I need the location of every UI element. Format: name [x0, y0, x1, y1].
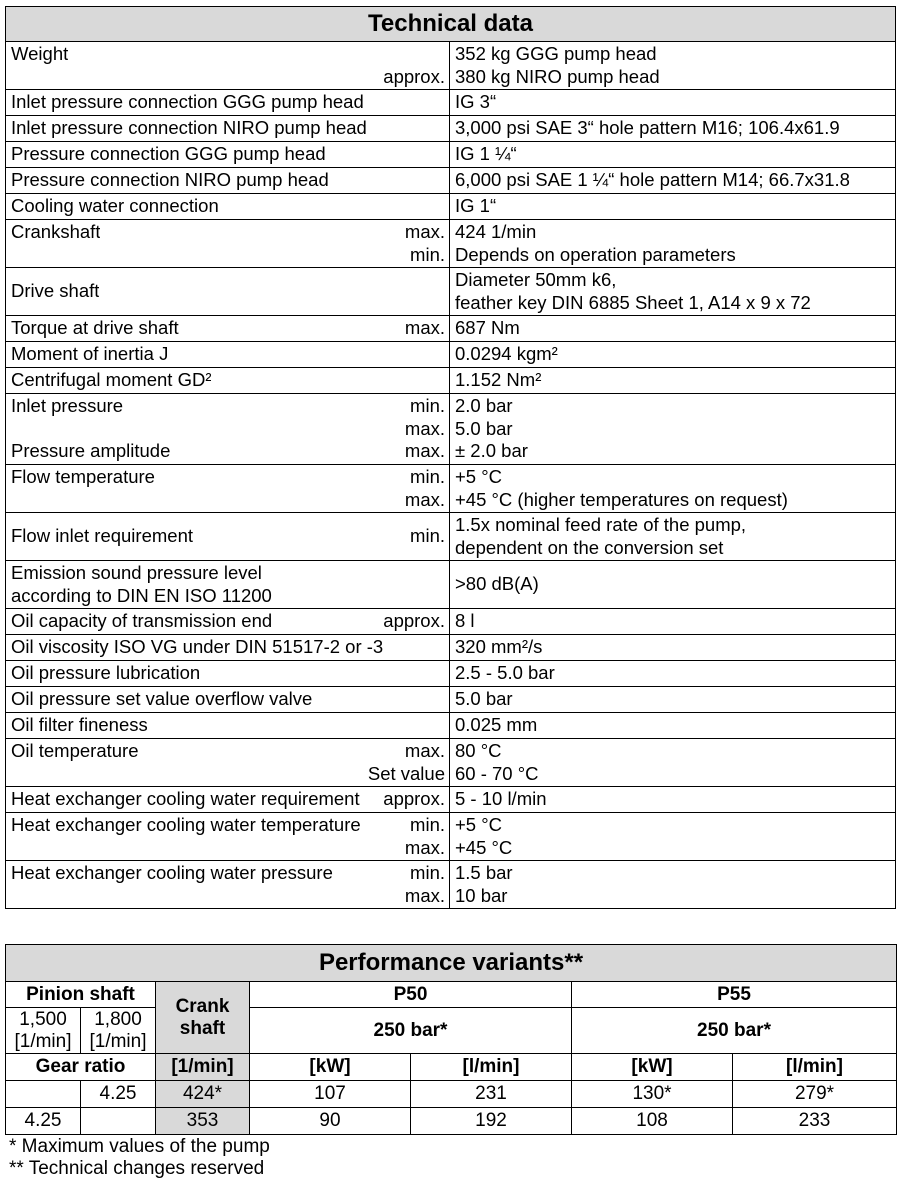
crank-shaft-line2: shaft: [179, 1017, 226, 1039]
tech-row-qualifier: min.: [410, 814, 445, 835]
gear-ratio-1500: [6, 1081, 81, 1108]
tech-row-value: dependent on the conversion set: [455, 536, 724, 558]
p55-header: P55: [572, 982, 897, 1008]
tech-row-value-cell: [450, 268, 896, 316]
tech-row-label: Oil pressure set value overflow valve: [11, 688, 313, 710]
rpm-1800-value: 1,800: [94, 1008, 142, 1030]
tech-row-label: Pressure connection NIRO pump head: [11, 169, 329, 191]
tech-row-label-cell: [6, 142, 450, 168]
tech-row-value: 10 bar: [455, 884, 508, 906]
tech-row-value-cell: [450, 168, 896, 194]
tech-row-value-cell: [450, 394, 896, 465]
tech-row-label-cell: [6, 368, 450, 394]
tech-row-qualifier: approx.: [383, 788, 445, 810]
tech-row-qualifier: max.: [404, 740, 445, 761]
p55-lmin: 279*: [733, 1081, 897, 1108]
tech-row-value: IG 3“: [455, 91, 497, 113]
p50-lmin-header: [l/min]: [411, 1054, 572, 1081]
tech-row-label: Weight: [11, 43, 69, 64]
tech-row-qualifier: min.: [410, 243, 445, 265]
tech-row-value: 80 °C: [455, 740, 502, 761]
performance-variants-table: [5, 944, 897, 1135]
tech-row-value: 2.0 bar: [455, 395, 513, 417]
tech-row-label-cell: [6, 90, 450, 116]
tech-row-label-cell: [6, 513, 450, 561]
rpm-1500-value: 1,500: [19, 1008, 67, 1030]
tech-row-label: Heat exchanger cooling water requirement: [11, 788, 360, 810]
tech-row-value: 3,000 psi SAE 3“ hole pattern M16; 106.4x61.9: [455, 117, 840, 139]
tech-row-label: Oil viscosity ISO VG under DIN 51517-2 or -3: [11, 636, 384, 658]
tech-row-value: 687 Nm: [455, 317, 520, 339]
p50-kw: 90: [250, 1108, 411, 1135]
crank-speed: 424*: [156, 1081, 250, 1108]
tech-row-label: Inlet pressure: [11, 395, 124, 417]
tech-row: [6, 316, 896, 342]
tech-row-value-cell: [450, 368, 896, 394]
tech-row-value: 352 kg GGG pump head: [455, 43, 657, 64]
tech-row-value: feather key DIN 6885 Sheet 1, A14 x 9 x 72: [455, 291, 811, 313]
tech-row-qualifier: Set value: [367, 762, 445, 784]
tech-row-qualifier: min.: [410, 395, 445, 417]
tech-row-label-cell: [6, 394, 450, 465]
p55-pressure: 250 bar*: [572, 1008, 897, 1054]
footnote-max-values: * Maximum values of the pump: [9, 1136, 270, 1157]
tech-row-value-cell: [450, 142, 896, 168]
tech-row: [6, 194, 896, 220]
tech-row-value: +45 °C (higher temperatures on request): [455, 488, 788, 510]
tech-row-label: Heat exchanger cooling water temperature: [11, 814, 361, 835]
tech-row-label-cell: [6, 116, 450, 142]
tech-row-value-cell: [450, 661, 896, 687]
tech-row-value-cell: [450, 220, 896, 268]
tech-row-value-cell: [450, 813, 896, 861]
tech-row-label-cell: [6, 787, 450, 813]
tech-row-value-cell: [450, 787, 896, 813]
tech-row: [6, 168, 896, 194]
tech-row-label: Inlet pressure connection NIRO pump head: [11, 117, 367, 139]
tech-row-value: 5.0 bar: [455, 688, 513, 710]
tech-row-label-cell: [6, 268, 450, 316]
tech-row-label-cell: [6, 687, 450, 713]
p50-pressure: 250 bar*: [250, 1008, 572, 1054]
tech-row: [6, 142, 896, 168]
tech-row-label-cell: [6, 713, 450, 739]
tech-row: [6, 861, 896, 909]
tech-row-value-cell: [450, 42, 896, 90]
performance-row: [6, 1081, 897, 1108]
tech-row-label-cell: [6, 861, 450, 909]
tech-row-value: IG 1 ¼“: [455, 143, 517, 165]
crank-shaft-header: [156, 982, 250, 1054]
p55-lmin-header: [l/min]: [733, 1054, 897, 1081]
tech-row: [6, 513, 896, 561]
tech-row-value: ± 2.0 bar: [455, 440, 528, 462]
tech-row-value: 8 l: [455, 610, 475, 632]
tech-row: [6, 342, 896, 368]
tech-row-label: Oil pressure lubrication: [11, 662, 201, 684]
tech-row-label: Oil filter fineness: [11, 714, 148, 736]
footnote-technical-changes: ** Technical changes reserved: [9, 1158, 265, 1179]
tech-row-label: Moment of inertia J: [11, 343, 169, 365]
tech-row: [6, 116, 896, 142]
tech-row-value: +5 °C: [455, 466, 502, 487]
tech-row: [6, 739, 896, 787]
tech-row-value-cell: [450, 316, 896, 342]
tech-row-label-cell: [6, 42, 450, 90]
tech-row-qualifier: approx.: [383, 610, 445, 632]
tech-row: [6, 687, 896, 713]
tech-row-qualifier: max.: [404, 836, 445, 858]
tech-row-label-cell: [6, 342, 450, 368]
tech-row-qualifier: max.: [404, 440, 445, 462]
tech-row: [6, 661, 896, 687]
tech-row-label: Cooling water connection: [11, 195, 219, 217]
tech-row-qualifier: min.: [410, 862, 445, 883]
tech-row-value: 1.5x nominal feed rate of the pump,: [455, 514, 747, 535]
tech-row-label: Emission sound pressure level: [11, 562, 262, 583]
tech-row-value-cell: [450, 116, 896, 142]
tech-row: [6, 787, 896, 813]
tech-row-qualifier: min.: [410, 466, 445, 487]
tech-row-label-cell: [6, 168, 450, 194]
tech-row-value: >80 dB(A): [455, 573, 539, 595]
p50-lmin: 231: [411, 1081, 572, 1108]
tech-row-value: Diameter 50mm k6,: [455, 269, 617, 290]
tech-row-value: 6,000 psi SAE 1 ¼“ hole pattern M14; 66.7x31.8: [455, 169, 850, 191]
p50-header: P50: [250, 982, 572, 1008]
tech-row-label: Heat exchanger cooling water pressure: [11, 862, 333, 883]
tech-row-qualifier: max.: [404, 488, 445, 510]
tech-row-value: IG 1“: [455, 195, 497, 217]
tech-row-value-cell: [450, 635, 896, 661]
p55-kw-header: [kW]: [572, 1054, 733, 1081]
gear-ratio-header: Gear ratio: [6, 1054, 156, 1081]
tech-row: [6, 813, 896, 861]
tech-row-value: 320 mm²/s: [455, 636, 543, 658]
tech-row-value-cell: [450, 465, 896, 513]
p50-lmin: 192: [411, 1108, 572, 1135]
tech-row-value: +5 °C: [455, 814, 502, 835]
tech-row-qualifier-spacer: [383, 43, 445, 66]
tech-row-value-cell: [450, 739, 896, 787]
tech-row-value-cell: [450, 561, 896, 609]
tech-row-label-cell: [6, 739, 450, 787]
tech-row-label: Flow temperature: [11, 466, 155, 487]
tech-row-label-cell: [6, 561, 450, 609]
technical-data-table: [5, 6, 896, 909]
tech-row-label-cell: [6, 661, 450, 687]
tech-row-value-cell: [450, 90, 896, 116]
tech-row-label-cell: [6, 465, 450, 513]
rpm-1500-header: [6, 1008, 81, 1054]
tech-row-label: Crankshaft: [11, 221, 101, 242]
p50-kw: 107: [250, 1081, 411, 1108]
tech-row-label-cell: [6, 316, 450, 342]
gear-ratio-1800: [81, 1108, 156, 1135]
tech-row-label: Inlet pressure connection GGG pump head: [11, 91, 364, 113]
tech-row-qualifier: max.: [404, 221, 445, 242]
tech-row-qualifier: max.: [404, 417, 445, 439]
tech-row-label: Oil temperature: [11, 740, 139, 761]
p55-kw: 108: [572, 1108, 733, 1135]
tech-row-value: 2.5 - 5.0 bar: [455, 662, 555, 684]
tech-row-value: 1.5 bar: [455, 862, 513, 883]
tech-row-label-cell: [6, 220, 450, 268]
tech-row: [6, 635, 896, 661]
tech-row-label: Drive shaft: [11, 280, 100, 302]
tech-row-value: 0.0294 kgm²: [455, 343, 558, 365]
tech-row: [6, 713, 896, 739]
p55-kw: 130*: [572, 1081, 733, 1108]
tech-row: [6, 394, 896, 465]
tech-row-label-cell: [6, 609, 450, 635]
tech-row-label-cell: [6, 635, 450, 661]
tech-row-label: Torque at drive shaft: [11, 317, 179, 339]
tech-row-label: Centrifugal moment GD²: [11, 369, 212, 391]
tech-row-value: 5 - 10 l/min: [455, 788, 547, 810]
p55-lmin: 233: [733, 1108, 897, 1135]
tech-row-label: Flow inlet requirement: [11, 525, 193, 547]
tech-row-qualifier: max.: [404, 884, 445, 906]
tech-row-label: according to DIN EN ISO 11200: [11, 584, 272, 606]
tech-row-value: 424 1/min: [455, 221, 537, 242]
crank-unit-header: [1/min]: [156, 1054, 250, 1081]
pinion-shaft-header: Pinion shaft: [6, 982, 156, 1008]
tech-row: [6, 42, 896, 90]
tech-row-label: Pressure connection GGG pump head: [11, 143, 326, 165]
tech-row-label-cell: [6, 194, 450, 220]
tech-row-value: +45 °C: [455, 836, 513, 858]
tech-row-value: 1.152 Nm²: [455, 369, 542, 391]
tech-row: [6, 90, 896, 116]
tech-row-value-cell: [450, 342, 896, 368]
tech-row: [6, 561, 896, 609]
tech-row: [6, 220, 896, 268]
tech-row-label-spacer: [11, 418, 170, 441]
tech-row: [6, 368, 896, 394]
rpm-1800-unit: [1/min]: [89, 1030, 147, 1052]
tech-row-qualifier: max.: [404, 317, 445, 339]
tech-row-value-cell: [450, 609, 896, 635]
p50-kw-header: [kW]: [250, 1054, 411, 1081]
performance-title: Performance variants**: [6, 945, 897, 982]
gear-ratio-1800: 4.25: [81, 1081, 156, 1108]
tech-row-value-cell: [450, 513, 896, 561]
technical-data-title: Technical data: [6, 7, 896, 42]
tech-row-value: Depends on operation parameters: [455, 243, 736, 265]
tech-row-label: Pressure amplitude: [11, 440, 171, 462]
gear-ratio-1500: 4.25: [6, 1108, 81, 1135]
tech-row-value: 380 kg NIRO pump head: [455, 65, 660, 87]
rpm-1800-header: [81, 1008, 156, 1054]
tech-row-value-cell: [450, 687, 896, 713]
performance-row: [6, 1108, 897, 1135]
tech-row: [6, 465, 896, 513]
tech-row-value: 5.0 bar: [455, 417, 513, 439]
rpm-1500-unit: [1/min]: [14, 1030, 72, 1052]
crank-shaft-line1: Crank: [175, 995, 230, 1017]
tech-row-label: Oil capacity of transmission end: [11, 610, 273, 632]
tech-row: [6, 609, 896, 635]
tech-row-value: 60 - 70 °C: [455, 762, 539, 784]
tech-row-value-cell: [450, 194, 896, 220]
tech-row: [6, 268, 896, 316]
tech-row-qualifier: min.: [410, 525, 445, 547]
crank-speed: 353: [156, 1108, 250, 1135]
tech-row-value-cell: [450, 861, 896, 909]
tech-row-value: 0.025 mm: [455, 714, 538, 736]
tech-row-label-cell: [6, 813, 450, 861]
tech-row-qualifier: approx.: [383, 65, 445, 87]
tech-row-value-cell: [450, 713, 896, 739]
